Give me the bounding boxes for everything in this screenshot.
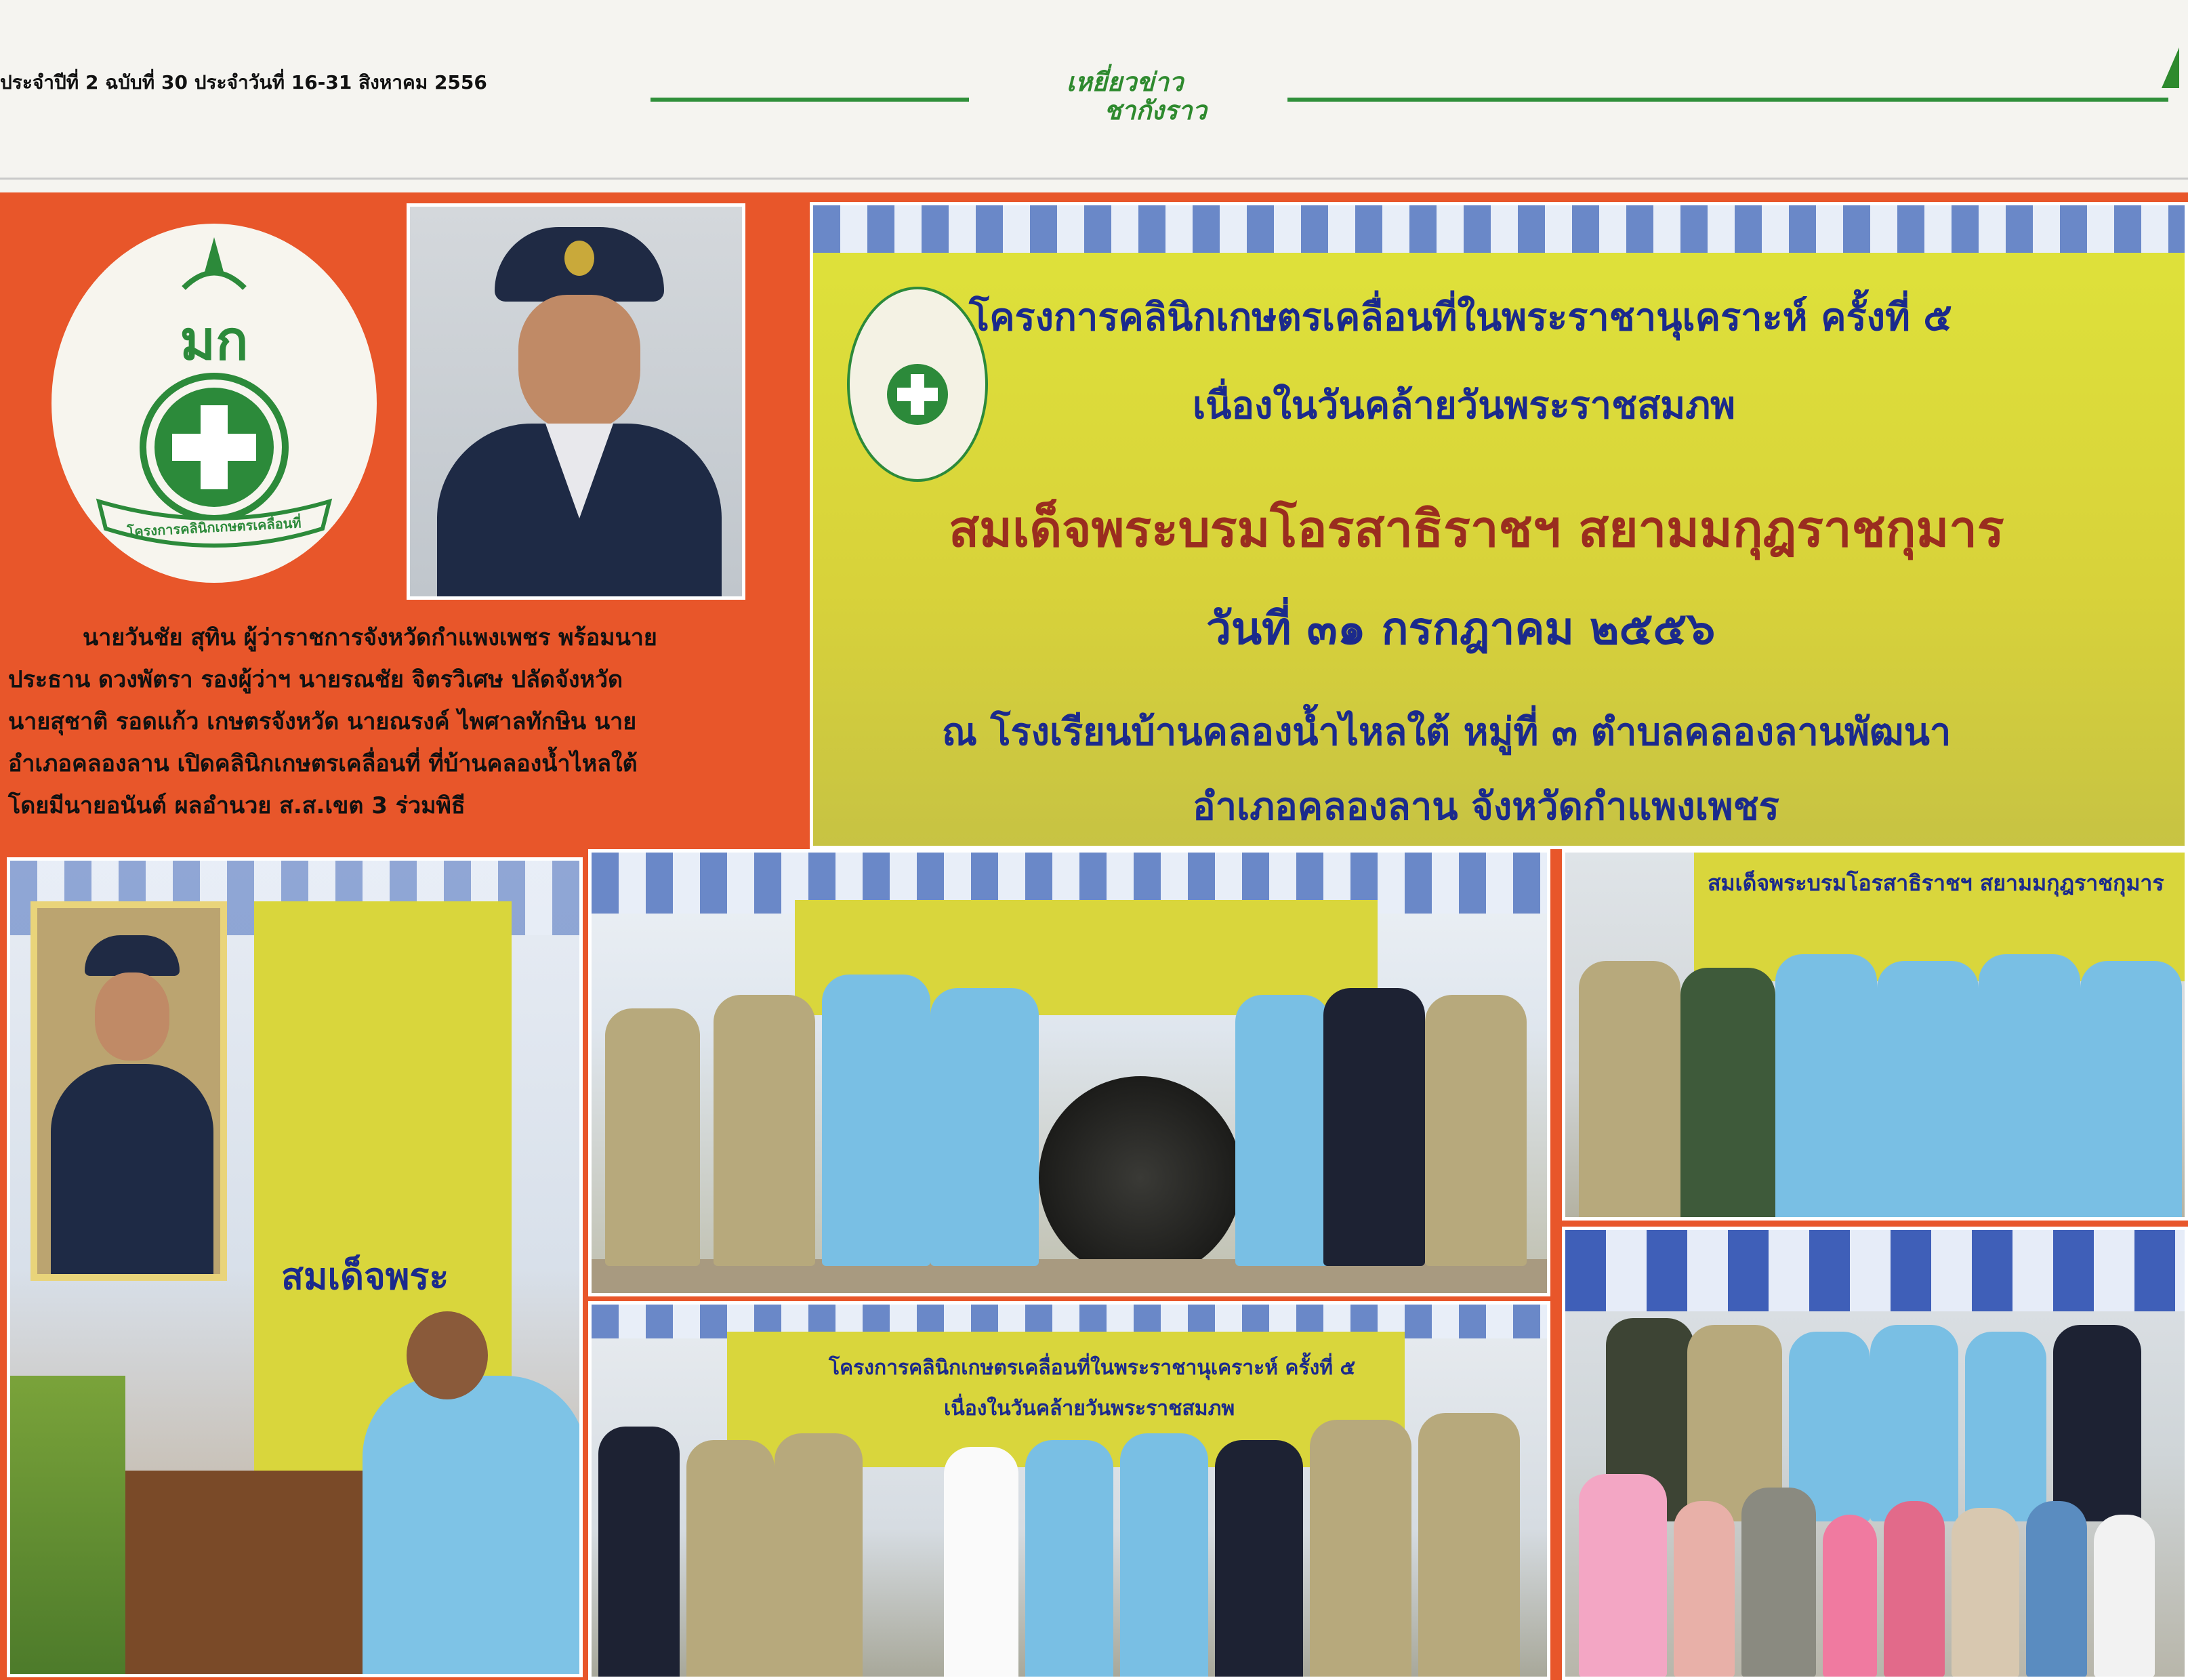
caption-line-3: นายสุชาติ รอดแก้ว เกษตรจังหวัด นายณรงค์ ไพศาลทักษิน นาย	[8, 708, 637, 735]
green-corner-mark	[2162, 47, 2179, 88]
newspaper-logo	[976, 56, 1274, 137]
banner-photo	[810, 202, 2188, 849]
banner-line-2: เนื่องในวันคล้ายวันพระราชสมภพ	[1193, 384, 1736, 428]
banner-line-1: โครงการคลินิกเกษตรเคลื่อนที่ในพระราชานุเคราะห์ ครั้งที่ ๕	[969, 295, 1952, 340]
photo-shrine-official-head	[407, 1311, 488, 1399]
photo-gong	[588, 849, 1550, 1296]
photo-villagers	[1562, 1227, 2188, 1680]
news-caption	[8, 617, 801, 827]
photo-shrine-altar	[112, 1471, 396, 1674]
issue-info: ประจำปีที่ 2 ฉบับที่ 30 ประจำวันที่ 16-31 สิงหาคม 2556	[0, 71, 487, 94]
logo-line-2: ชากังราว	[1104, 95, 1207, 125]
photo-shrine-plants	[10, 1376, 125, 1677]
portrait-cap-badge	[564, 241, 594, 276]
photo-group-center-banner-line-2: เนื่องในวันคล้ายวันพระราชสมภพ	[944, 1397, 1235, 1420]
photo-shrine-banner-text: สมเด็จพระ	[281, 1255, 449, 1298]
banner-line-3: สมเด็จพระบรมโอรสาธิราชฯ สยามมกุฎราชกุมาร	[949, 500, 2004, 558]
photo-group-right	[1562, 849, 2188, 1221]
banner-line-6: อำเภอคลองลาน จังหวัดกำแพงเพชร	[1193, 785, 1779, 829]
tent-canopy	[813, 205, 2185, 253]
caption-line-5: โดยมีนายอนันต์ ผลอำนวย ส.ส.เขต 3 ร่วมพิธี	[8, 792, 466, 819]
portrait-photo	[407, 203, 745, 600]
photo-group-right-banner-text: สมเด็จพระบรมโอรสาธิราชฯ สยามมกุฎราชกุมาร	[1708, 870, 2164, 896]
photo-shrine-portrait	[30, 901, 227, 1281]
header-bottom-rule	[0, 178, 2188, 180]
header-rule-right	[1287, 98, 2168, 102]
photo-villagers-tent	[1565, 1230, 2185, 1311]
photo-group-center	[588, 1301, 1550, 1680]
banner-line-5: ณ โรงเรียนบ้านคลองน้ำไหลใต้ หมู่ที่ ๓ ตำบลคลองลานพัฒนา	[942, 710, 1952, 754]
header-rule-left	[651, 98, 969, 102]
svg-text:มก: มก	[180, 309, 249, 372]
photo-group-center-banner-line-1: โครงการคลินิกเกษตรเคลื่อนที่ในพระราชานุเคราะห์ ครั้งที่ ๕	[829, 1356, 1356, 1380]
portrait-face	[518, 295, 640, 430]
emblem-text: โครงการคลินิกเกษตรเคลื่อนที่	[126, 514, 302, 540]
logo-line-1: เหยี่ยวข่าว	[1066, 66, 1184, 97]
caption-line-1: นายวันชัย สุทิน ผู้ว่าราชการจังหวัดกำแพงเพชร พร้อมนาย	[83, 624, 657, 651]
gong-icon	[1039, 1076, 1242, 1279]
photo-shrine-official	[363, 1376, 583, 1677]
banner-line-4: วันที่ ๓๑ กรกฎาคม ๒๕๕๖	[1206, 602, 1716, 655]
caption-line-4: อำเภอคลองลาน เปิดคลินิกเกษตรเคลื่อนที่ ที่บ้านคลองน้ำไหลใต้	[8, 750, 638, 777]
photo-shrine	[7, 857, 583, 1677]
caption-line-2: ประธาน ดวงพัตรา รองผู้ว่าฯ นายรณชัย จิตรวิเศษ ปลัดจังหวัด	[8, 666, 623, 693]
clinic-emblem	[51, 224, 377, 583]
